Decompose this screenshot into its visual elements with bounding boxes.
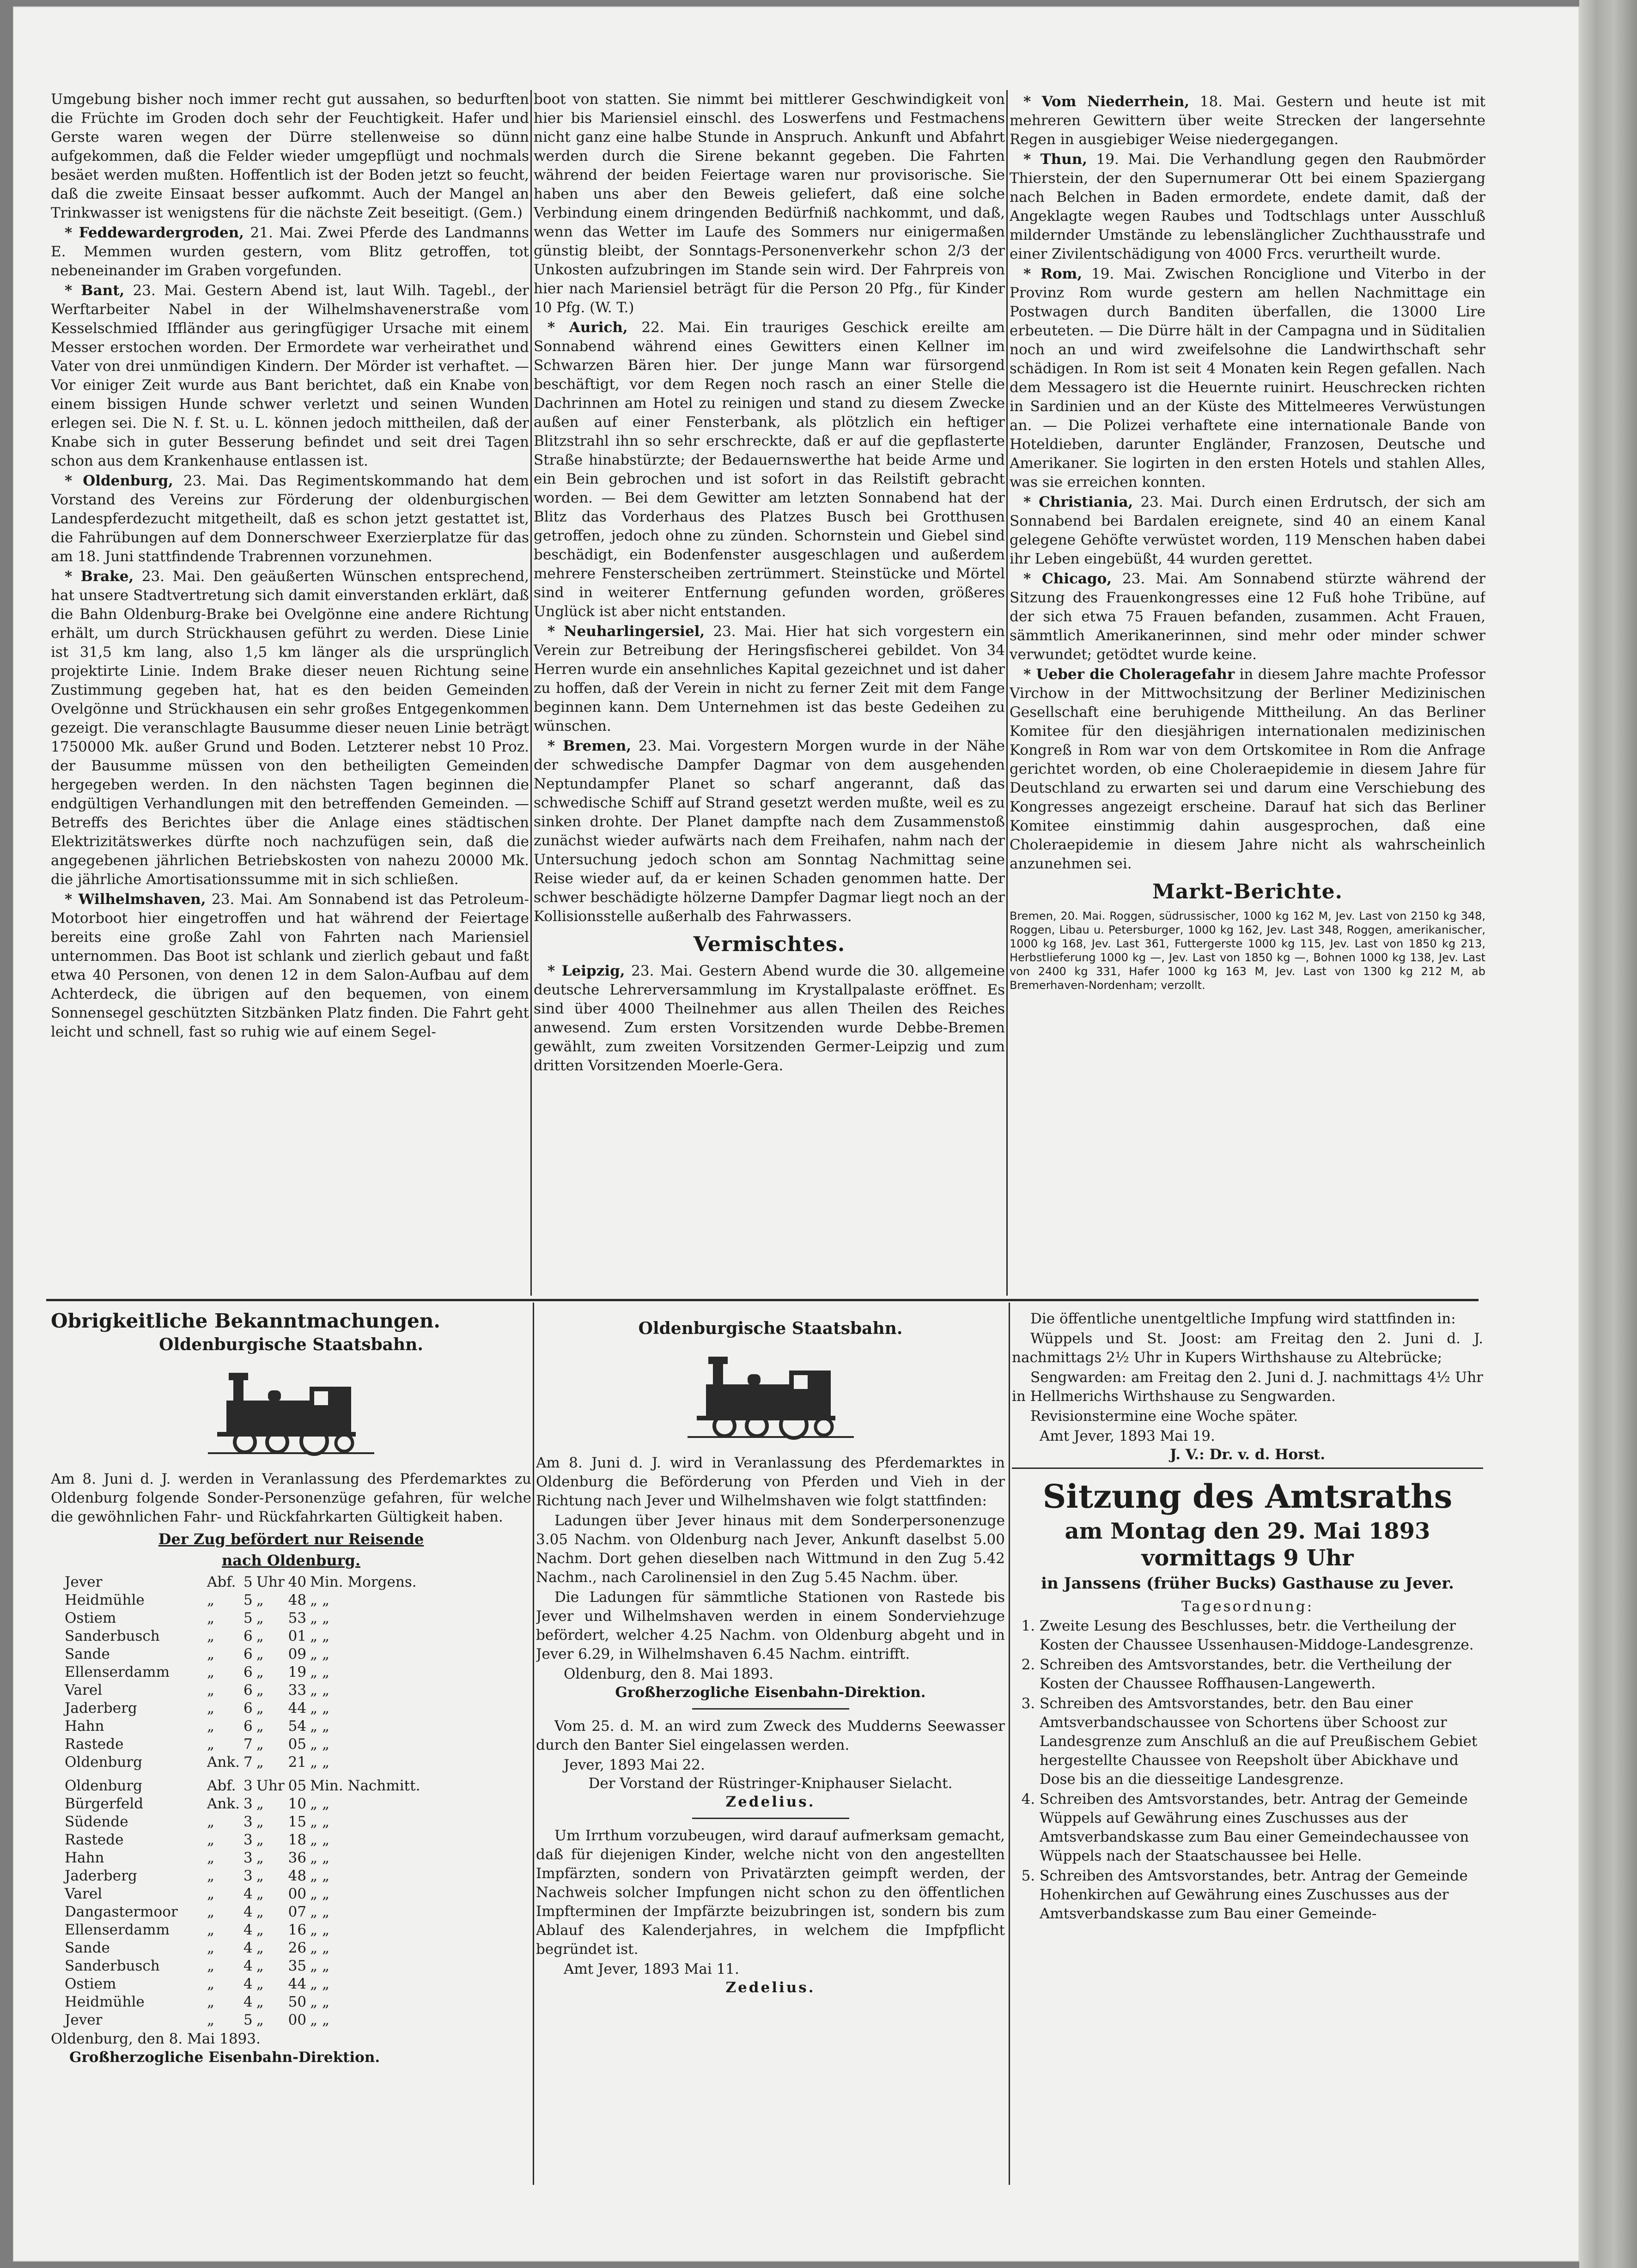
article-dateline: * Feddewardergroden,: [65, 224, 244, 241]
timetable-cell: Ellenserdamm: [65, 1663, 170, 1680]
article-paragraph: [534, 90, 1005, 317]
timetable-row: [65, 1831, 424, 1849]
timetable-row: [65, 1573, 420, 1591]
agenda-list: [1021, 1617, 1483, 1923]
timetable-cell: „ „: [310, 1591, 330, 1608]
notice-paragraph: Wüppels und St. Joost: am Freitag den 2. Juni d. J. nachmittags 2½ Uhr in Kupers Wirthshause zu Altebrücke;: [1012, 1330, 1483, 1366]
timetable-cell: „: [256, 1795, 264, 1812]
timetable-cell: Jaderberg: [65, 1867, 137, 1884]
timetable-cell: Jever: [65, 2011, 103, 2028]
article-text: boot von statten. Sie nimmt bei mittlerer Geschwindigkeit von hier bis Mariensiel einschl. des Loswerfens und Festmachens nicht ganz eine halbe Stunde in Anspruch. Ankunft und Abfahrt werden durch die Sirene bekannt gegeben. Die Fahrten während der beiden Feiertage waren nur provisorische. Sie haben uns aber den Beweis geliefert, daß eine solche Verbindung einem dringenden Bedürfniß nachkommt, und daß, wenn das Wetter im Laufe des Sommers nur einigermaßen günstig bleibt, der Sonntags-Personenverkehr schon 2/3 der Unkosten aufzubringen im Stande sein wird. Der Fahrpreis von hier nach Mariensiel beträgt für die Person 20 Pfg., für Kinder 10 Pfg. (W. T.): [534, 91, 1005, 316]
timetable-row: [65, 1699, 420, 1717]
timetable-row: [65, 1867, 424, 1885]
timetable-row: [65, 1795, 424, 1813]
timetable-cell: „ „: [310, 1795, 330, 1812]
assembly-title: Sitzung des Amtsraths: [1042, 1477, 1453, 1516]
notice-paragraph: Die Ladungen für sämmtliche Stationen von Rastede bis Jever und Wilhelmshaven werden in einem Sonderviehzuge befördert, welcher 4.25 Nachm. von Oldenburg abgeht und in Jever 6.29, in Wilhelmshaven 6.45 Nachm. eintrifft.: [536, 1589, 1005, 1662]
timetable-cell: „: [207, 1699, 215, 1716]
timetable-cell: Ostiem: [65, 1609, 116, 1626]
timetable-cell: „: [256, 1609, 264, 1626]
timetable-row: [65, 1921, 424, 1939]
timetable-cell: 33: [288, 1681, 307, 1698]
timetable-cell: „: [207, 1885, 215, 1902]
notice-paragraph: Vom 25. d. M. an wird zum Zweck des Mudderns Seewasser durch den Banter Siel eingelassen werden.: [536, 1718, 1005, 1753]
timetable-cell: 53: [288, 1609, 307, 1626]
timetable-cell: „ „: [310, 1735, 330, 1753]
article-paragraph: [51, 224, 529, 280]
timetable-cell: „ „: [310, 1993, 330, 2010]
notice-signature-name: Zedelius.: [725, 1794, 815, 1810]
timetable-cell: „: [256, 1921, 264, 1938]
article-text: 23. Mai. Am Sonnabend ist das Petroleum-Motorboot hier eingetroffen und hat während der Feiertage bereits eine große Zahl von Fahrten nach Mariensiel unternommen. Das Boot ist schlank und zierlich gebaut und faßt etwa 40 Personen, von denen 12 in dem Salon-Aufbau auf dem Achterdeck, die übrigen auf den bequemen, von einem Sonnensegel geschützten Sitzbänken Platz finden. Die Fahrt geht leicht und schnell, fast so ruhig wie auf einem Segel-: [51, 891, 529, 1040]
article-text: 23. Mai. Durch einen Erdrutsch, der sich am Sonnabend bei Bardalen ereignete, sind 40 an einem Kanal gelegene Gehöfte verwüstet worden, 119 Menschen haben dabei ihr Leben eingebüßt, 44 wurden gerettet.: [1010, 494, 1485, 567]
timetable-cell: 6: [243, 1717, 253, 1734]
timetable-cell: Oldenburg: [65, 1777, 142, 1794]
timetable-cell: 54: [288, 1717, 307, 1734]
article-text: 22. Mai. Ein trauriges Geschick ereilte am Sonnabend während eines Gewitters einen Kellner im Schwarzen Bären hier. Der junge Mann war fürsorgend beschäftigt, vor dem Regen noch rasch an einer Stelle die Dachrinnen am Hotel zu reinigen und stand zu diesem Zwecke außen auf einer Fensterbank, als plötzlich ein heftiger Blitzstrahl ihn so sehr erschreckte, daß er auf die gepflasterte Straße hinabstürzte; der Bedauernswerthe hat beide Arme und ein Bein gebrochen und ist sofort in das Reilstift gebracht worden. — Bei dem Gewitter am letzten Sonnabend hat der Blitz das Vorderhaus des Platzes Busch bei Grotthusen getroffen, jedoch ohne zu zünden. Schornstein und Giebel sind beschädigt, ein Bodenfenster ausgeschlagen und außerdem mehrere Fensterscheiben zertrümmert. Steinstücke und Mörtel sind in weiterer Entfernung gefunden worden, größeres Unglück ist aber nicht entstanden.: [534, 319, 1005, 620]
timetable-cell: 6: [243, 1681, 253, 1698]
timetable-cell: „: [256, 1627, 264, 1644]
timetable-cell: „: [256, 1753, 264, 1771]
vermischtes-heading: Vermischtes.: [693, 933, 846, 956]
article-dateline: * Aurich,: [548, 319, 628, 336]
notice-signature-name: Zedelius.: [725, 1979, 815, 1996]
agenda-label: Tagesordnung:: [1181, 1598, 1314, 1615]
timetable-cell: „ „: [310, 1663, 330, 1680]
timetable-cell: 3: [243, 1849, 253, 1866]
article-paragraph: [51, 472, 529, 566]
timetable-cell: 16: [288, 1921, 307, 1938]
timetable-cell: „: [207, 2011, 215, 2028]
article-dateline: * Leipzig,: [548, 963, 625, 979]
timetable-cell: „: [207, 1609, 215, 1626]
timetable-cell: „: [256, 1975, 264, 1992]
timetable-cell: „ „: [310, 1681, 330, 1698]
article-text: 23. Mai. Das Regimentskommando hat dem Vorstand des Vereins zur Förderung der oldenburgischen Landespferdezucht mitgetheilt, daß es schon jetzt gestattet ist, die Fahrübungen auf dem Donnerschweer Exerzierplatze für das am 18. Juni stattfindende Trabrennen vorzunehmen.: [51, 473, 529, 565]
timetable-cell: Dangastermoor: [65, 1903, 178, 1920]
article-text: 23. Mai. Gestern Abend wurde die 30. allgemeine deutsche Lehrerversammlung im Krystallpalaste eröffnet. Es sind über 4000 Theilnehmer aus allen Theilen des Reiches anwesend. Zum ersten Vorsitzenden wurde Debbe-Bremen gewählt, zum zweiten Vorsitzenden Germer-Leipzig und zum dritten Vorsitzenden Moerle-Gera.: [534, 963, 1005, 1074]
timetable-cell: „: [207, 1813, 215, 1830]
timetable-cell: Varel: [65, 1885, 103, 1902]
notice-date: Amt Jever, 1893 Mai 19.: [1040, 1428, 1215, 1444]
timetable-cell: Ellenserdamm: [65, 1921, 170, 1938]
article-text: in diesem Jahre machte Professor Virchow in der Mittwochsitzung der Berliner Medizinischen Gesellschaft eine beruhigende Mittheilung. An das Berliner Komitee für den diesjährigen internationalen medizinischen Kongreß in Rom war von dem Ortskomitee in Rom die Anfrage gerichtet worden, ob eine Choleraepidemie in diesem Jahre für Deutschland zu erwarten sei und darum eine Verschiebung des Kongresses angezeigt erscheine. Darauf hat sich das Berliner Komitee einstimmig dahin ausgesprochen, daß eine Choleraepidemie in diesem Jahre nicht als wahrscheinlich anzunehmen sei.: [1010, 666, 1485, 872]
timetable-cell: „: [207, 1717, 215, 1734]
timetable-cell: Sanderbusch: [65, 1627, 160, 1644]
timetable-row: [65, 1813, 424, 1831]
timetable-cell: Sande: [65, 1645, 110, 1662]
timetable-cell: 35: [288, 1957, 307, 1974]
notice-livestock-transport: [536, 1310, 1005, 2187]
timetable-cell: 7: [243, 1735, 253, 1753]
article-dateline: * Vom Niederrhein,: [1023, 93, 1190, 110]
article-paragraph: [1010, 150, 1485, 264]
timetable-table: [65, 1573, 420, 1771]
timetable-cell: 05: [288, 1777, 307, 1794]
article-paragraph: [1010, 665, 1485, 873]
timetable-cell: 21: [288, 1753, 307, 1771]
agenda-item: 2. Schreiben des Amtsvorstandes, betr. die Vertheilung der Kosten der Chaussee Roffhausen-Langewerth.: [1040, 1656, 1483, 1693]
article-text: 23. Mai. Den geäußerten Wünschen entsprechend, hat unsere Stadtvertretung sich damit einverstanden erklärt, daß die Bahn Oldenburg-Brake bei Ovelgönne eine andere Richtung erhält, um durch Strückhausen geführt zu werden. Diese Linie ist 31,5 km lang, also 1,5 km länger als die ursprünglich projektirte Linie. Indem Brake dieser neuen Richtung seine Zustimmung gegeben hat, hat es den beiden Gemeinden Ovelgönne und Strückhausen ein sehr großes Entgegenkommen gezeigt. Die veranschlagte Bausumme dieser neuen Linie beträgt 1750000 Mk. außer Grund und Boden. Letzterer nebst 10 Proz. der Bausumme müssen von den betheiligten Gemeinden hergegeben werden. In den nächsten Tagen beginnen die endgültigen Verhandlungen mit den betreffenden Gemeinden. — Betreffs des Berichtes über die Anlage eines städtischen Elektrizitätswerkes dürfte noch nachzufügen sein, daß die angegebenen jährlichen Betriebskosten von nahezu 20000 Mk. die jährliche Amortisationssumme mit in sich schließen.: [51, 568, 529, 888]
timetable-cell: „: [207, 1957, 215, 1974]
timetable-cell: „ „: [310, 1609, 330, 1626]
timetable-cell: „ „: [310, 1831, 330, 1848]
timetable-cell: Min. Morgens.: [310, 1573, 417, 1590]
article-paragraph: [1010, 493, 1485, 569]
timetable-row: [65, 1975, 424, 1993]
article-dateline: * Ueber die Choleragefahr: [1023, 666, 1235, 683]
notice-signature: Großherzogliche Eisenbahn-Direktion.: [615, 1684, 926, 1701]
markt-heading: Markt-Berichte.: [1152, 880, 1343, 904]
notice-vaccination-and-assembly: [1012, 1310, 1483, 2187]
timetable-cell: „ „: [310, 1867, 330, 1884]
timetable-cell: „ „: [310, 2011, 330, 2028]
article-dateline: * Thun,: [1023, 151, 1088, 168]
timetable-cell: 09: [288, 1645, 307, 1662]
timetable-cell: Rastede: [65, 1831, 124, 1848]
article-text: 19. Mai. Zwischen Ronciglione und Viterbo in der Provinz Rom wurde gestern am hellen Nachmittage ein Postwagen durch Banditen überfallen, die 13000 Lire erbeuteten. — Die Dürre hält in der Campagna und in Süditalien noch an und wird zweifelsohne die Landwirthschaft sehr schädigen. In Rom ist seit 4 Monaten kein Regen gefallen. Nach dem Messagero ist die Heuernte ruinirt. Heuschrecken richten in Sardinien und an der Küste des Mittelmeeres Verwüstungen an. — Die Polizei verhaftete eine internationale Bande von Hoteldieben, darunter Engländer, Franzosen, Deutsche und Amerikaner. Sie logirten in den ersten Hotels und stahlen Alles, was sie erreichen konnten.: [1010, 266, 1485, 491]
timetable-cell: „: [256, 1885, 264, 1902]
timetable-cell: 4: [243, 1975, 253, 1992]
article-dateline: * Brake,: [65, 568, 134, 585]
timetable-cell: 6: [243, 1627, 253, 1644]
timetable-row: [65, 1849, 424, 1867]
timetable-cell: „: [207, 1663, 215, 1680]
article-text: 23. Mai. Vorgestern Morgen wurde in der Nähe der schwedische Dampfer Dagmar von dem ausgehenden Neptundampfer Planet so scharf angerannt, daß das schwedische Schiff auf Strand gesetzt werden mußte, weil es zu sinken drohte. Der Planet dampfte nach dem Zusammenstoß zunächst wieder aufwärts nach dem Freihafen, nahm nach der Untersuchung jedoch schon am Sonntag Nachmittag seine Reise wieder auf, da er keinen Schaden genommen hatte. Der schwer beschädigte hölzerne Dampfer Dagmar liegt noch an der Kollisionsstelle außerhalb des Fahrwassers.: [534, 738, 1005, 925]
timetable-cell: 3: [243, 1831, 253, 1848]
timetable-cell: Abf.: [207, 1777, 236, 1794]
timetable-cell: „: [256, 1645, 264, 1662]
timetable-cell: „: [256, 2011, 264, 2028]
timetable-cell: „: [207, 1831, 215, 1848]
timetable-row: [65, 1777, 424, 1795]
timetable-cell: 00: [288, 1885, 307, 1902]
timetable-cell: „: [256, 1735, 264, 1753]
article-paragraph: [51, 890, 529, 1042]
notice-paragraph: Ladungen über Jever hinaus mit dem Sonderpersonenzuge 3.05 Nachm. von Oldenburg nach Jever, Ankunft daselbst 5.00 Nachm. Dort gehen dieselben nach Wittmund in den Zug 5.42 Nachm., nach Carolinensiel in den Zug 5.45 Nachm. über.: [536, 1512, 1005, 1586]
timetable-cell: 3: [243, 1813, 253, 1830]
timetable-cell: „: [207, 1921, 215, 1938]
timetable-cell: „ „: [310, 1885, 330, 1902]
assembly-date: am Montag den 29. Mai 1893: [1065, 1518, 1430, 1544]
timetable-cell: „: [256, 1957, 264, 1974]
timetable-cell: 36: [288, 1849, 307, 1866]
timetable-cell: „: [207, 1939, 215, 1956]
timetable-cell: 5: [243, 1591, 253, 1608]
notice-signature: Großherzogliche Eisenbahn-Direktion.: [69, 2049, 380, 2066]
timetable-cell: „ „: [310, 1699, 330, 1716]
news-column-1: [51, 90, 529, 1300]
timetable-cell: Sanderbusch: [65, 1957, 160, 1974]
timetable-cell: „: [207, 1681, 215, 1698]
timetable-row: [65, 2011, 424, 2029]
markt-text: Bremen, 20. Mai. Roggen, südrussischer, 1000 kg 162 M, Jev. Last von 2150 kg 348, Roggen, Libau u. Petersburger, 1000 kg 162, Jev. Last 348, Roggen, amerikanischer, 1000 kg 168, Jev. Last 361, Futtergerste 1000 kg 115, Jev. Last von 1850 kg 213, Herbstlieferung 1000 kg —, Jev. Last von 1850 kg —, Bohnen 1000 kg 138, Jev. Last von 2400 kg 331, Hafer 1000 kg 163 M, Jev. Last von 1300 kg 212 M, ab Bremerhaven-Nordenham; verzollt.: [1010, 910, 1485, 992]
locomotive-icon: [688, 1352, 854, 1440]
timetable-cell: 6: [243, 1645, 253, 1662]
timetable-cell: 44: [288, 1975, 307, 1992]
timetable-cell: 6: [243, 1663, 253, 1680]
timetable-row: [65, 1993, 424, 2011]
timetable-cell: 5: [243, 1609, 253, 1626]
timetable-cell: „ „: [310, 1975, 330, 1992]
news-column-2: [534, 90, 1005, 1088]
timetable-cell: 05: [288, 1735, 307, 1753]
timetable-cell: 07: [288, 1903, 307, 1920]
assembly-time: vormittags 9 Uhr: [1141, 1545, 1354, 1571]
notice-paragraph: Um Irrthum vorzubeugen, wird darauf aufmerksam gemacht, daß für diejenigen Kinder, welche nicht von den angestellten Impfärzten, sondern von Privatärzten geimpft werden, der Nachweis solcher Impfungen nicht schon zu den öffentlichen Impfterminen der Impfärzte beizubringen ist, sondern bis zum Ablauf des Kalenderjahres, in welchem die Impfpflicht begründet ist.: [536, 1827, 1005, 1958]
notice-paragraph: Die öffentliche unentgeltliche Impfung wird stattfinden in:: [1030, 1310, 1456, 1327]
timetable-cell: „: [256, 1939, 264, 1956]
timetable-cell: 4: [243, 1939, 253, 1956]
timetable-cell: Jaderberg: [65, 1699, 137, 1716]
timetable-cell: Bürgerfeld: [65, 1795, 144, 1812]
timetable-cell: 4: [243, 1885, 253, 1902]
timetable-cell: 10: [288, 1795, 307, 1812]
timetable-row: [65, 1903, 424, 1921]
timetable-cell: „: [256, 1663, 264, 1680]
railway-heading: Oldenburgische Staatsbahn.: [159, 1335, 423, 1354]
timetable-cell: „ „: [310, 1717, 330, 1734]
article-text: 18. Mai. Gestern und heute ist mit mehreren Gewittern über weite Strecken der langersehnte Regen in ausgiebiger Weise niedergegangen.: [1010, 93, 1485, 148]
timetable-cell: Varel: [65, 1681, 103, 1698]
article-dateline: * Oldenburg,: [65, 473, 173, 489]
timetable-cell: Südende: [65, 1813, 128, 1830]
timetable-cell: „: [207, 1993, 215, 2010]
timetable-cell: 4: [243, 1957, 253, 1974]
notice-date: Amt Jever, 1893 Mai 11.: [564, 1961, 739, 1977]
timetable-cell: 7: [243, 1753, 253, 1771]
notice-date: Jever, 1893 Mai 22.: [564, 1757, 705, 1773]
timetable-cell: Hahn: [65, 1717, 104, 1734]
notices-heading: Obrigkeitliche Bekanntmachungen.: [51, 1310, 441, 1332]
timetable-cell: 26: [288, 1939, 307, 1956]
timetable-cell: 44: [288, 1699, 307, 1716]
timetable-cell: „ „: [310, 1903, 330, 1920]
article-dateline: * Christiania,: [1023, 494, 1133, 510]
timetable-cell: „: [256, 1813, 264, 1830]
article-text: 19. Mai. Die Verhandlung gegen den Raubmörder Thierstein, der den Supernumerar Ott bei einem Spaziergang nach Belchen in Baden ermordete, endete damit, daß der Angeklagte wegen Raubes und Todtschlags unter Ausschluß mildernder Umstände zu lebenslänglicher Zuchthausstrafe und einer Zivilentschädigung von 4000 Frcs. verurtheilt wurde.: [1010, 151, 1485, 262]
notice-signature: J. V.: Dr. v. d. Horst.: [1169, 1446, 1326, 1463]
agenda-item: 4. Schreiben des Amtsvorstandes, betr. Antrag der Gemeinde Wüppels auf Gewährung eines Zuschusses aus der Amtsverbandskasse zum Bau einer Gemeindechaussee von Wüppels nach der Staatschaussee bei Helle.: [1040, 1790, 1483, 1866]
news-column-3: [1010, 92, 1485, 1109]
timetable-title: Der Zug befördert nur Reisende: [158, 1530, 424, 1548]
timetable-cell: Jever: [65, 1573, 103, 1590]
timetable-cell: 5: [243, 1573, 253, 1590]
timetable-cell: Hahn: [65, 1849, 104, 1866]
timetable-cell: „ „: [310, 1939, 330, 1956]
timetable-row: [65, 1735, 420, 1753]
notice-paragraph: Am 8. Juni d. J. wird in Veranlassung des Pferdemarktes in Oldenburg die Beförderung von Pferden und Vieh in der Richtung nach Jever und Wilhelmshaven wie folgt stattfinden:: [536, 1455, 1005, 1509]
timetable-cell: „ „: [310, 1753, 330, 1771]
timetable-cell: „: [256, 1591, 264, 1608]
timetable-cell: 01: [288, 1627, 307, 1644]
article-paragraph: [1010, 265, 1485, 492]
timetable-intro: Am 8. Juni d. J. werden in Veranlassung des Pferdemarktes zu Oldenburg folgende Sonder-Personenzüge gefahren, für welche die gewöhnlichen Fahr- und Rückfahrkarten Gültigkeit haben.: [51, 1471, 531, 1525]
article-text: 23. Mai. Hier hat sich vorgestern ein Verein zur Betreibung der Heringsfischerei gebildet. Von 34 Herren wurde ein ansehnliches Kapital gezeichnet und ist daher zu hoffen, daß der Verein in nicht zu ferner Zeit mit dem Fange beginnen kann. Dem Unternehmen ist das beste Gedeihen zu wünschen.: [534, 623, 1005, 734]
timetable-row: [65, 1609, 420, 1627]
article-paragraph: [534, 622, 1005, 736]
article-text: Umgebung bisher noch immer recht gut aussahen, so bedurften die Früchte im Groden doch sehr der Feuchtigkeit. Hafer und Gerste waren wegen der Dürre stellenweise so dünn aufgekommen, daß die Felder wieder umgepflügt und nochmals besäet werden mußten. Hoffentlich ist der Boden jetzt so feucht, daß die zweite Einsaat besser aufkommt. Auch der Mangel an Trinkwasser ist wenigstens für die nächste Zeit beseitigt. (Gem.): [51, 91, 529, 221]
timetable-cell: „ „: [310, 1957, 330, 1974]
timetable-cell: 6: [243, 1699, 253, 1716]
timetable-cell: „: [256, 1681, 264, 1698]
article-dateline: * Chicago,: [1023, 570, 1112, 587]
timetable-cell: Sande: [65, 1939, 110, 1956]
timetable-row: [65, 1627, 420, 1645]
agenda-item: 3. Schreiben des Amtsvorstandes, betr. den Bau einer Amtsverbandschaussee von Schortens über Schoost zur Landesgrenze zum Anschluß an die auf Preußischem Gebiet hergestellte Chaussee von Reepsholt über Abickhave und Dose bis an die diesseitige Landesgrenze.: [1040, 1694, 1483, 1789]
article-paragraph: [534, 737, 1005, 926]
notice-signature: Der Vorstand der Rüstringer-Kniphauser Sielacht.: [588, 1775, 953, 1792]
timetable-cell: 18: [288, 1831, 307, 1848]
railway-heading: Oldenburgische Staatsbahn.: [638, 1319, 903, 1338]
timetable-cell: Heidmühle: [65, 1993, 145, 2010]
column-rule: [1006, 90, 1008, 1296]
timetable-row: [65, 1885, 424, 1903]
article-dateline: * Rom,: [1023, 266, 1083, 282]
timetable-row: [65, 1663, 420, 1681]
agenda-item: 1. Zweite Lesung des Beschlusses, betr. die Vertheilung der Kosten der Chaussee Ussenhausen-Middoge-Landesgrenze.: [1040, 1617, 1483, 1655]
timetable-row: [65, 1645, 420, 1663]
notice-paragraph: Sengwarden: am Freitag den 2. Juni d. J. nachmittags 4½ Uhr in Hellmerichs Wirthshause zu Sengwarden.: [1012, 1369, 1483, 1405]
article-text: 23. Mai. Gestern Abend ist, laut Wilh. Tagebl., der Werftarbeiter Nabel in der Wilhelmshavenerstraße vom Kesselschmied Iffländer aus geringfügiger Ursache mit einem Messer erstochen worden. Der Ermordete war verheirathet und Vater von drei unmündigen Kindern. Der Mörder ist verhaftet. — Vor einiger Zeit wurde aus Bant berichtet, daß ein Knabe von einem bissigen Hunde schwer verletzt und seinen Wunden erlegen sei. Die N. f. St. u. L. können jedoch mittheilen, daß der Knabe sich in guter Besserung befindet und seit drei Tagen schon aus dem Krankenhause entlassen ist.: [51, 282, 529, 469]
timetable-cell: 48: [288, 1591, 307, 1608]
timetable-cell: „ „: [310, 1921, 330, 1938]
timetable-row: [65, 1717, 420, 1735]
timetable-cell: 3: [243, 1795, 253, 1812]
timetable-cell: Min. Nachmitt.: [310, 1777, 420, 1794]
article-text: 23. Mai. Am Sonnabend stürzte während der Sitzung des Frauenkongresses eine 12 Fuß hohe Tribüne, auf der sich etwa 75 Frauen befanden, zusammen. Acht Frauen, sämmtlich Amerikanerinnen, sind mehr oder minder schwer verwundet; getödtet wurde keine.: [1010, 570, 1485, 663]
timetable-cell: „: [207, 1867, 215, 1884]
timetable-cell: „ „: [310, 1627, 330, 1644]
timetable-cell: 4: [243, 1921, 253, 1938]
timetable-cell: Abf.: [207, 1573, 236, 1590]
notice-divider: [692, 1818, 849, 1819]
timetable-cell: „: [256, 1867, 264, 1884]
timetable-cell: Uhr: [256, 1573, 285, 1590]
timetable-cell: „: [256, 1699, 264, 1716]
timetable-cell: 4: [243, 1903, 253, 1920]
timetable-cell: Uhr: [256, 1777, 285, 1794]
article-paragraph: [51, 281, 529, 471]
timetable-cell: „: [207, 1645, 215, 1662]
notice-paragraph: Revisionstermine eine Woche später.: [1030, 1408, 1298, 1425]
article-dateline: * Bremen,: [548, 738, 632, 754]
timetable-cell: „: [207, 1849, 215, 1866]
timetable-cell: Ank.: [207, 1753, 240, 1771]
timetable-cell: 3: [243, 1777, 253, 1794]
article-dateline: * Wilhelmshaven,: [65, 891, 206, 908]
timetable-cell: 3: [243, 1867, 253, 1884]
article-paragraph: [1010, 92, 1485, 149]
notice-date: Oldenburg, den 8. Mai 1893.: [564, 1666, 773, 1682]
timetable-cell: 15: [288, 1813, 307, 1830]
notice-railway-timetable: [51, 1310, 531, 2187]
notice-date: Oldenburg, den 8. Mai 1893.: [51, 2031, 261, 2047]
timetable-row: [65, 1681, 420, 1699]
page-edge: [1579, 0, 1637, 2268]
timetable-cell: „: [207, 1975, 215, 1992]
article-dateline: * Neuharlingersiel,: [548, 623, 705, 640]
timetable-cell: 19: [288, 1663, 307, 1680]
timetable-cell: „: [256, 1993, 264, 2010]
timetable-row: [65, 1939, 424, 1957]
timetable-cell: „: [256, 1717, 264, 1734]
timetable-cell: 5: [243, 2011, 253, 2028]
timetable-cell: 40: [288, 1573, 307, 1590]
timetable-cell: „: [207, 1903, 215, 1920]
timetable-cell: Ostiem: [65, 1975, 116, 1992]
timetable-cell: 50: [288, 1993, 307, 2010]
column-rule: [533, 1303, 534, 2185]
timetable-subtitle: nach Oldenburg.: [222, 1552, 360, 1569]
article-paragraph: [51, 567, 529, 889]
article-paragraph: [534, 318, 1005, 621]
timetable-cell: 48: [288, 1867, 307, 1884]
timetable-cell: „ „: [310, 1849, 330, 1866]
article-paragraph: [51, 90, 529, 223]
timetable-cell: Ank.: [207, 1795, 240, 1812]
article-paragraph: [534, 962, 1005, 1075]
timetable-cell: „ „: [310, 1813, 330, 1830]
agenda-item: 5. Schreiben des Amtsvorstandes, betr. Antrag der Gemeinde Hohenkirchen auf Gewährung eines Zuschusses aus der Amtsverbandskasse zum Bau einer Gemeinde-: [1040, 1867, 1483, 1923]
article-paragraph: [1010, 570, 1485, 664]
column-rule: [1009, 1303, 1010, 2185]
timetable-cell: Heidmühle: [65, 1591, 145, 1608]
timetable-cell: „: [256, 1903, 264, 1920]
timetable-cell: „: [207, 1591, 215, 1608]
timetable-cell: 00: [288, 2011, 307, 2028]
article-dateline: * Bant,: [65, 282, 125, 299]
notice-divider: [692, 1708, 849, 1710]
timetable-cell: 4: [243, 1993, 253, 2010]
timetable-cell: „: [256, 1831, 264, 1848]
column-rule: [530, 90, 532, 1296]
timetable-cell: „: [207, 1627, 215, 1644]
timetable-cell: „ „: [310, 1645, 330, 1662]
timetable-cell: „: [256, 1849, 264, 1866]
timetable-cell: Rastede: [65, 1735, 124, 1753]
timetable-row: [65, 1957, 424, 1975]
timetable-table: [65, 1777, 424, 2029]
article-text: 21. Mai. Zwei Pferde des Landmanns E. Memmen wurden gestern, vom Blitz getroffen, tot nebeneinander im Graben vorgefunden.: [51, 224, 529, 279]
timetable-row: [65, 1591, 420, 1609]
notice-divider: [1012, 1468, 1483, 1469]
timetable-cell: „: [207, 1735, 215, 1753]
assembly-place: in Janssens (früher Bucks) Gasthause zu Jever.: [1041, 1574, 1454, 1593]
timetable-cell: Oldenburg: [65, 1753, 142, 1771]
timetable-row: [65, 1753, 420, 1771]
locomotive-icon: [208, 1368, 374, 1456]
